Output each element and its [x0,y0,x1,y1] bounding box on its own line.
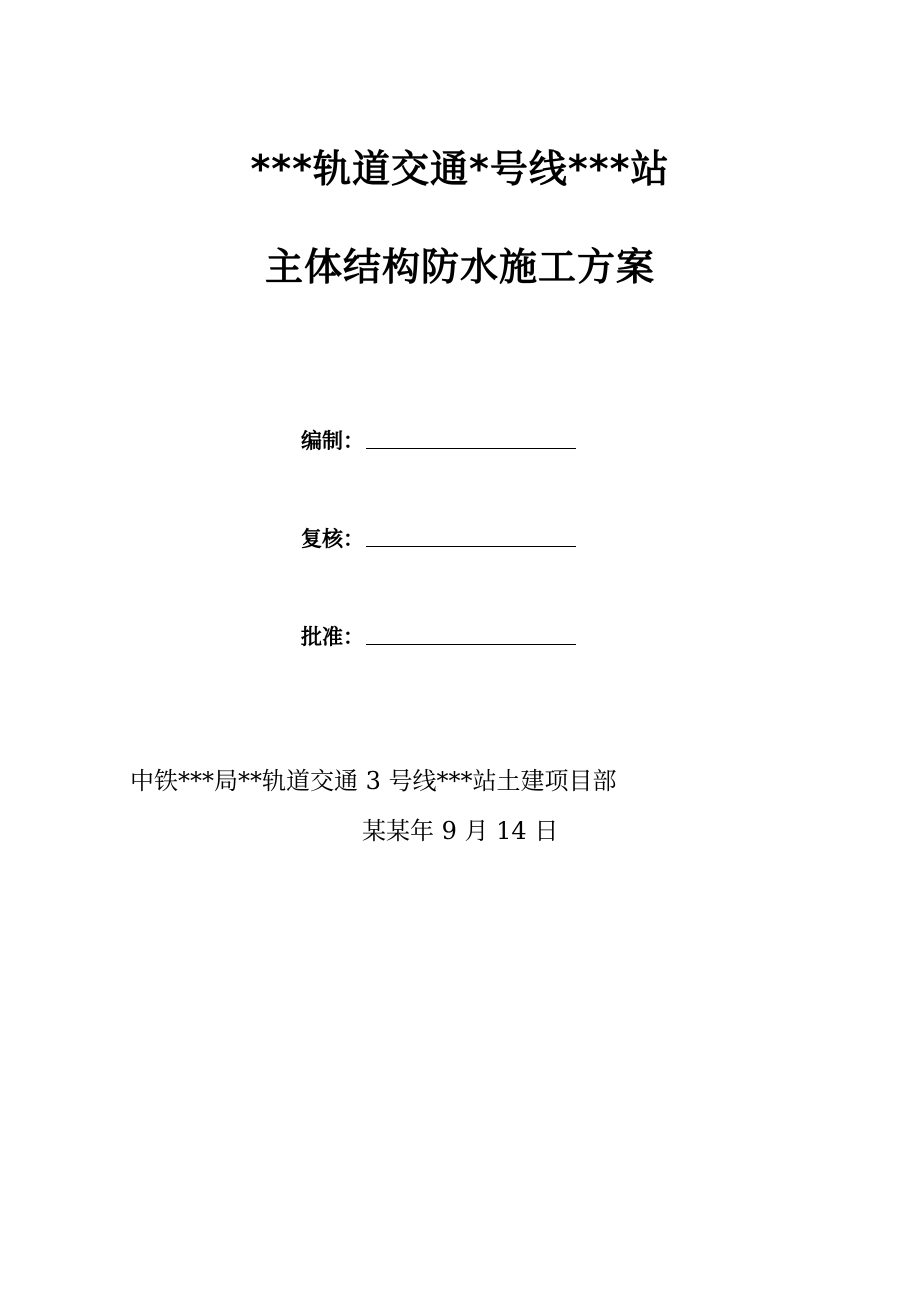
document-title-line-2: 主体结构防水施工方案 [264,245,655,289]
review-signature-line [366,546,576,547]
compile-signature-line [366,448,576,449]
organization-name: 中铁***局**轨道交通 3 号线***站土建项目部 [130,767,617,795]
approve-signature-row [301,620,576,650]
review-signature-row [301,522,576,552]
approve-label: 批准： [301,625,364,649]
document-date: 某某年 9 月 14 日 [362,817,559,845]
review-label: 复核： [301,527,364,551]
approve-signature-line [366,644,576,645]
compile-label: 编制： [301,429,364,453]
compile-signature-row [301,424,576,454]
document-title-line-1: ***轨道交通*号线***站 [250,147,670,191]
